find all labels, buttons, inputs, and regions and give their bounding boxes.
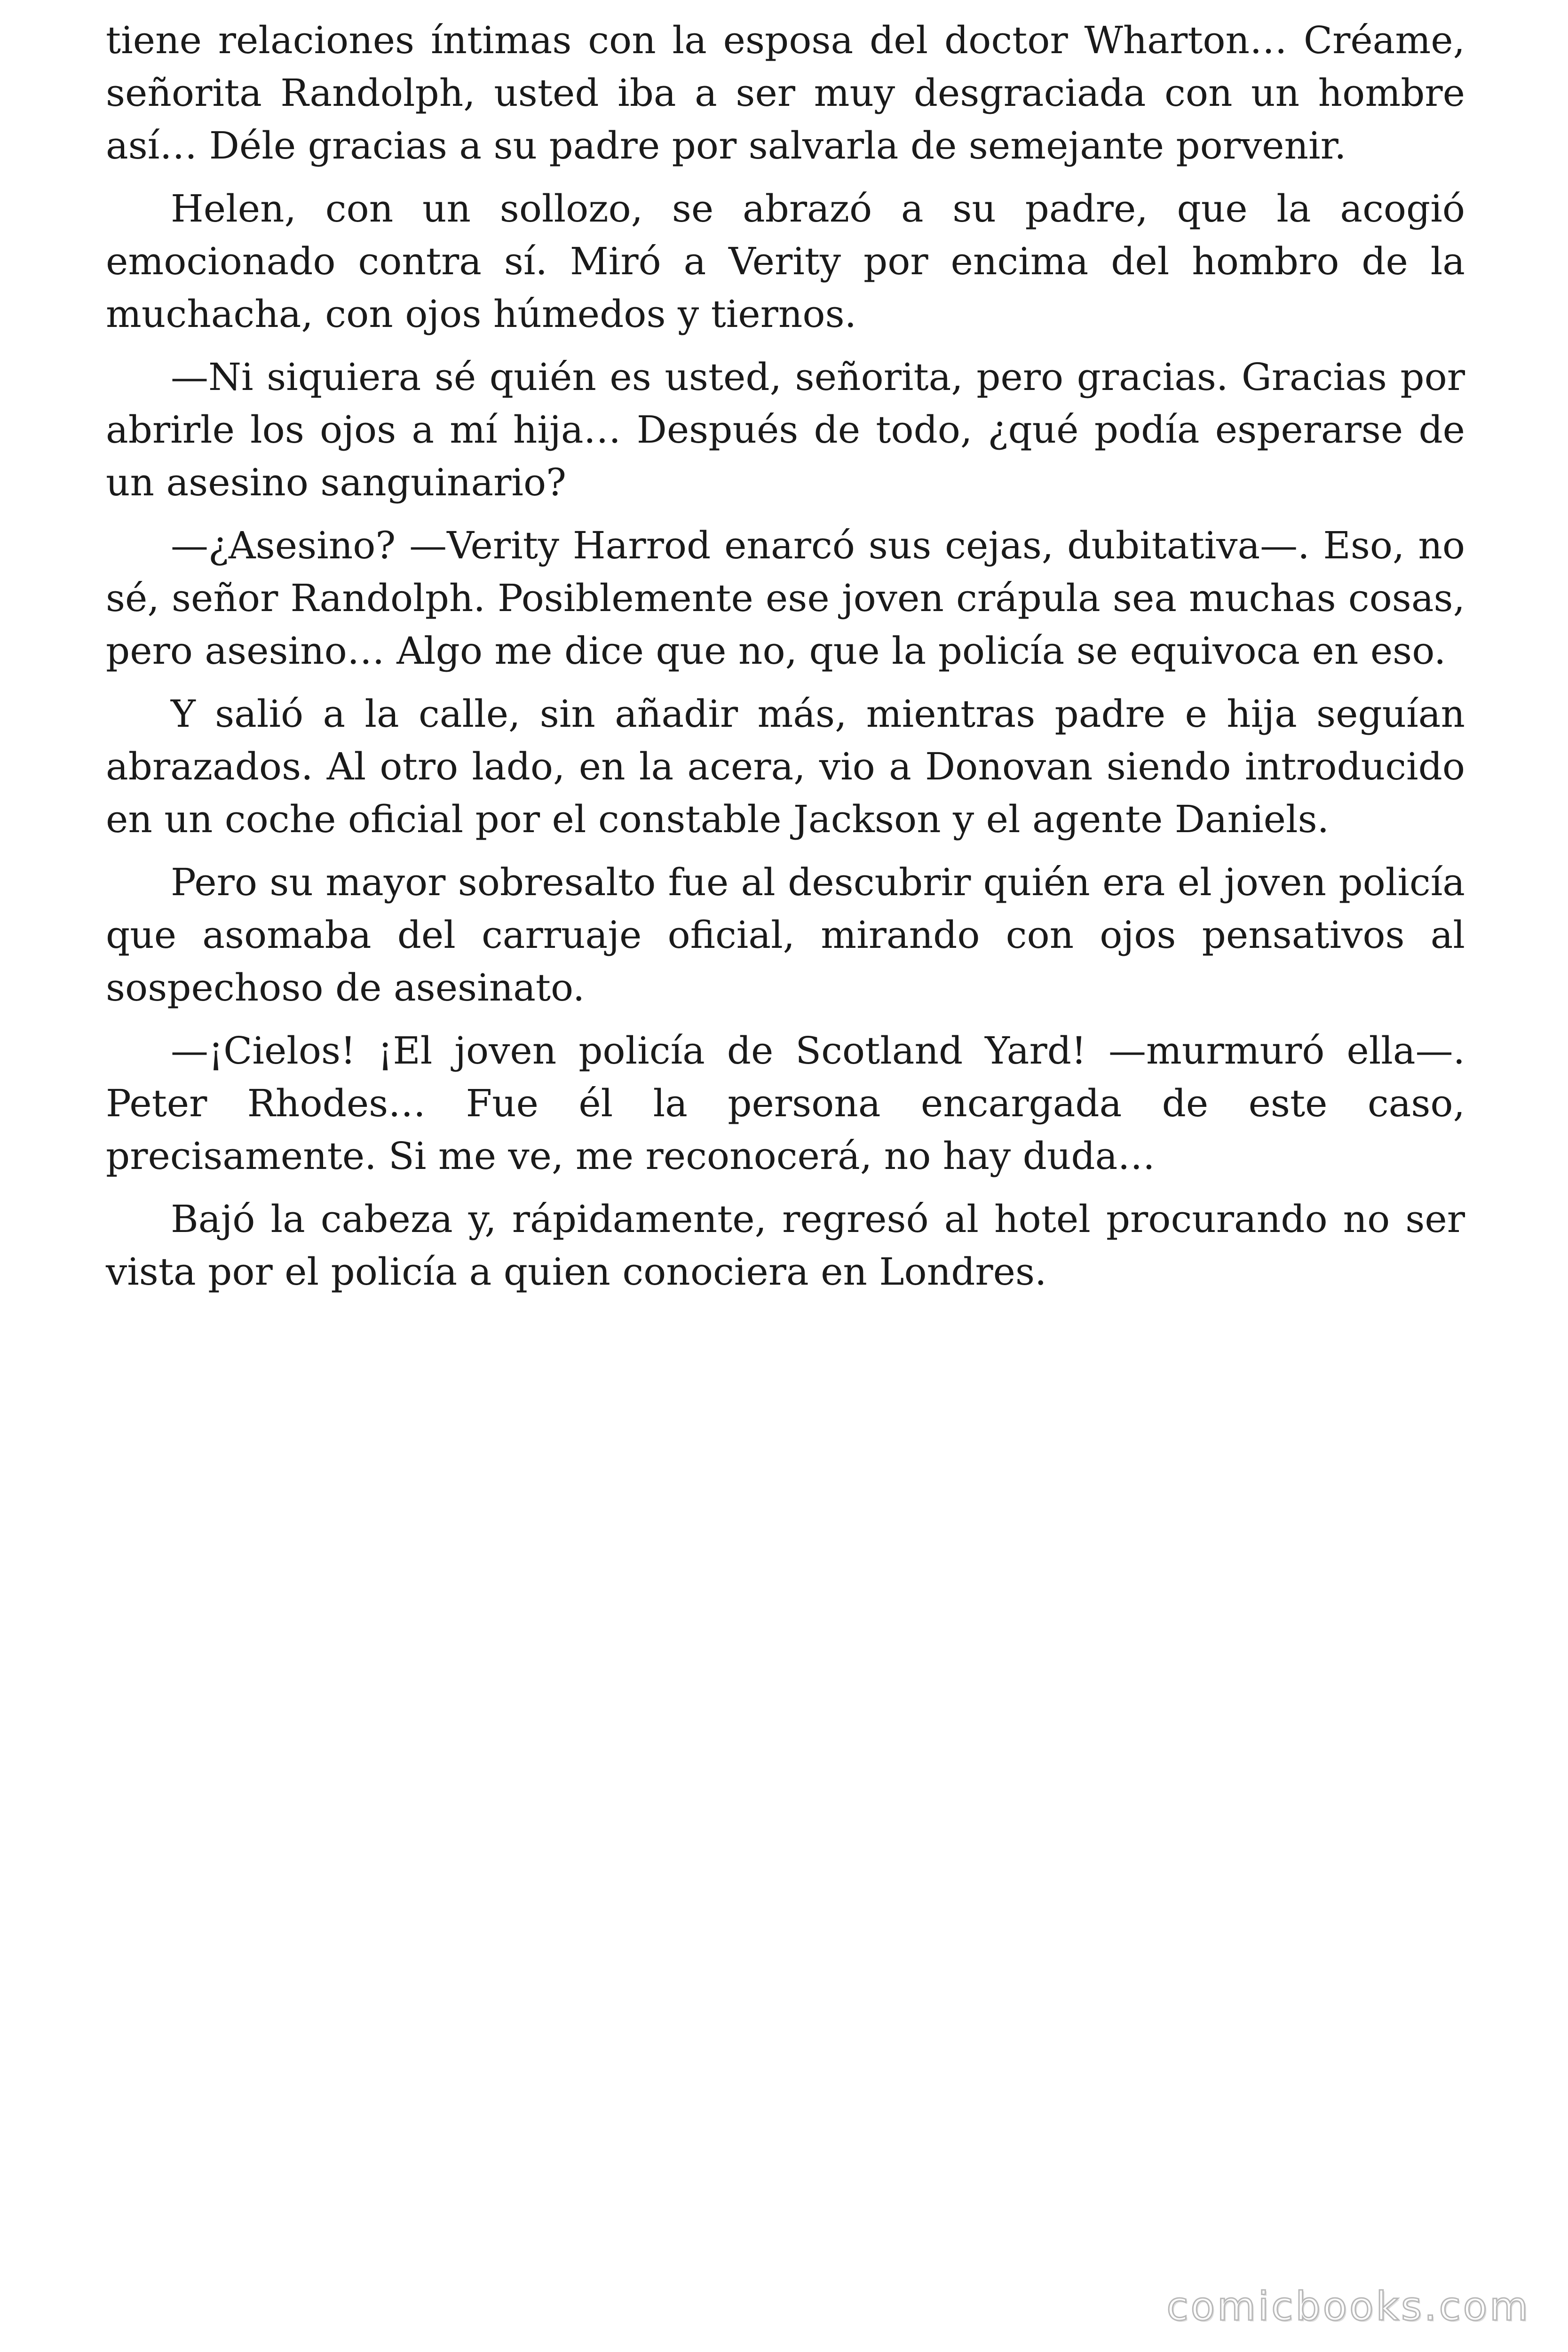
paragraph: Helen, con un sollozo, se abrazó a su padre, que la acogió emocionado contra sí. Miró a Verity por encima del hombro de la muchacha, con ojos húmedos y tiernos. — [106, 187, 1465, 336]
paragraph-continuation: tiene relaciones íntimas con la esposa del doctor Wharton… Créame, señorita Randolph, usted iba a ser muy desgraciada con un hombre así… Déle gracias a su padre por salvarla de semejante porvenir. — [106, 18, 1465, 167]
paragraph-dialogue: —Ni siquiera sé quién es usted, señorita, pero gracias. Gracias por abrirle los ojos a mí hija… Después de todo, ¿qué podía esperarse de un asesino sanguinario? — [106, 355, 1465, 504]
paragraph: Bajó la cabeza y, rápidamente, regresó al hotel procurando no ser vista por el policía a quien conociera en Londres. — [106, 1197, 1465, 1294]
watermark: comicbooks.com — [1166, 2283, 1530, 2329]
paragraph: Pero su mayor sobresalto fue al descubrir quién era el joven policía que asomaba del carruaje oficial, mirando con ojos pensativos al sospechoso de asesinato. — [106, 860, 1465, 1009]
body-text — [106, 14, 1465, 1298]
paragraph-dialogue: —¿Asesino? —Verity Harrod enarcó sus cejas, dubitativa—. Eso, no sé, señor Randolph. Posiblemente ese joven crápula sea muchas cosas, pero asesino… Algo me dice que no, que la policía se equivoca en eso. — [106, 524, 1465, 673]
paragraph: Y salió a la calle, sin añadir más, mientras padre e hija seguían abrazados. Al otro lado, en la acera, vio a Donovan siendo introducido en un coche oficial por el constable Jackson y el agente Daniels. — [106, 692, 1465, 841]
paragraph-dialogue: —¡Cielos! ¡El joven policía de Scotland Yard! —murmuró ella—. Peter Rhodes… Fue él la persona encargada de este caso, precisamente. Si me ve, me reconocerá, no hay duda… — [106, 1029, 1465, 1178]
